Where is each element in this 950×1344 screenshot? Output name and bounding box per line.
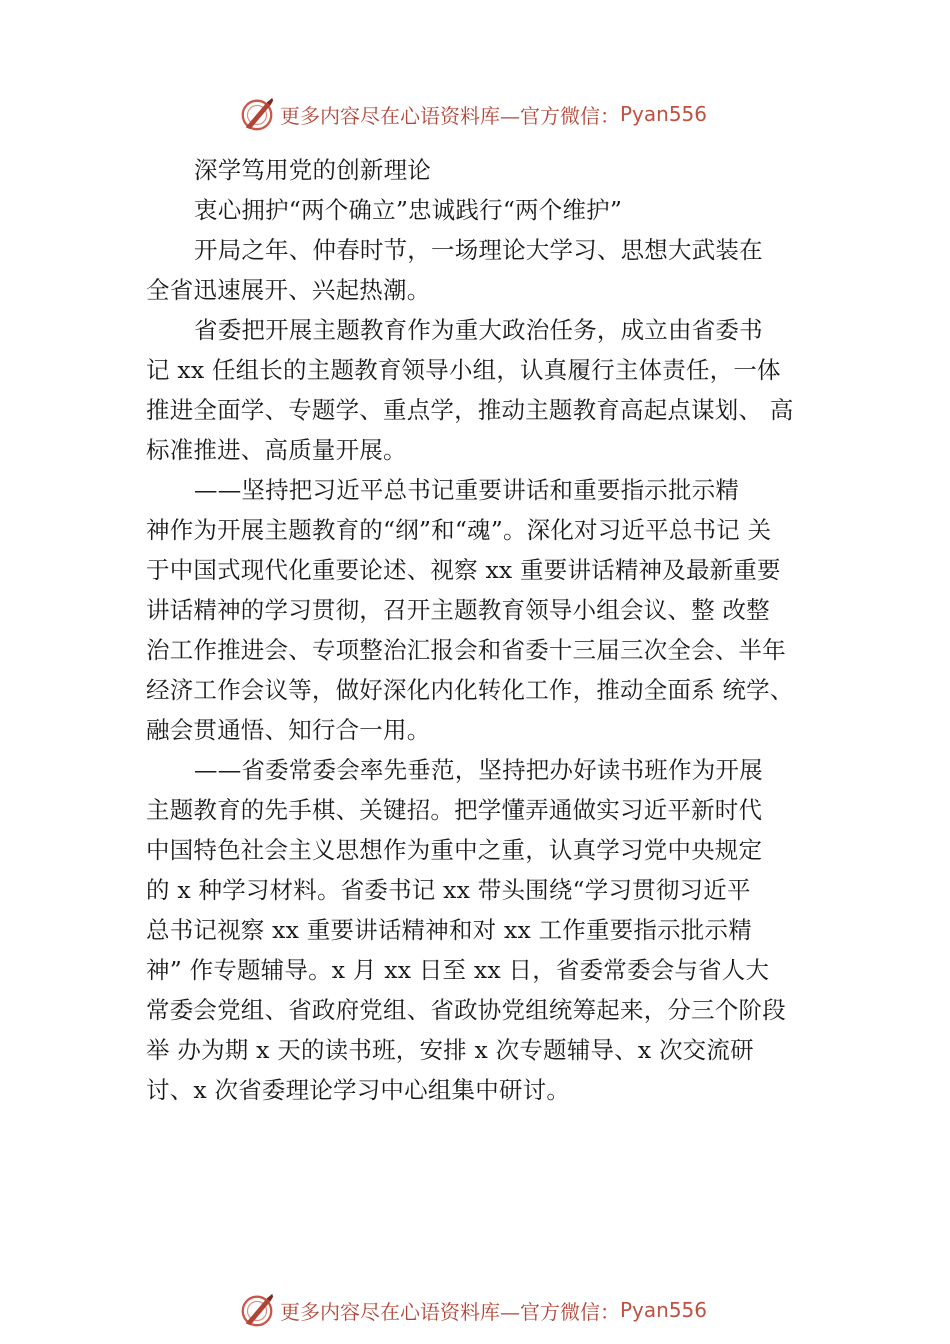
doc-line: ——坚持把习近平总书记重要讲话和重要指示批示精 (194, 476, 740, 504)
doc-line: 神” 作专题辅导。x 月 xx 日至 xx 日，省委常委会与省人大 (146, 956, 770, 984)
doc-line: 标准推进、高质量开展。 (146, 436, 407, 464)
doc-line: 神作为开展主题教育的“纲”和“魂”。深化对习近平总书记 关 (146, 516, 772, 544)
doc-line: 省委把开展主题教育作为重大政治任务，成立由省委书 (194, 316, 763, 344)
doc-line: 于中国式现代化重要论述、视察 xx 重要讲话精神及最新重要 (146, 556, 781, 584)
doc-subtitle: 衷心拥护“两个确立”忠诚践行“两个维护” (194, 196, 623, 224)
watermark-header (238, 94, 707, 134)
watermark-footer (238, 1290, 707, 1330)
document-body (146, 150, 836, 1110)
doc-line: 举 办为期 x 天的读书班，安排 x 次专题辅导、x 次交流研 (146, 1036, 754, 1064)
pen-logo-icon (238, 1291, 276, 1329)
doc-line: ——省委常委会率先垂范，坚持把办好读书班作为开展 (194, 756, 763, 784)
watermark-text: 更多内容尽在心语资料库—官方微信： (280, 1299, 620, 1324)
doc-line: 治工作推进会、专项整治汇报会和省委十三届三次全会、半年 (146, 636, 786, 664)
doc-line: 记 xx 任组长的主题教育领导小组，认真履行主体责任，一体 (146, 356, 781, 384)
doc-title: 深学笃用党的创新理论 (194, 156, 431, 184)
doc-line: 主题教育的先手棋、关键招。把学懂弄通做实习近平新时代 (146, 796, 763, 824)
doc-line: 开局之年、仲春时节，一场理论大学习、思想大武装在 (194, 236, 763, 264)
pen-logo-icon (238, 95, 276, 133)
watermark-text: 更多内容尽在心语资料库—官方微信： (280, 103, 620, 128)
doc-line: 推进全面学、专题学、重点学，推动主题教育高起点谋划、 高 (146, 396, 794, 424)
doc-line: 全省迅速展开、兴起热潮。 (146, 276, 431, 304)
watermark-wechat-id: Pyan556 (620, 102, 708, 126)
doc-line: 融会贯通悟、知行合一用。 (146, 716, 431, 744)
doc-line: 讨、x 次省委理论学习中心组集中研讨。 (146, 1076, 571, 1104)
doc-line: 的 x 种学习材料。省委书记 xx 带头围绕“学习贯彻习近平 (146, 876, 751, 904)
doc-line: 经济工作会议等，做好深化内化转化工作，推动全面系 统学、 (146, 676, 794, 704)
doc-line: 常委会党组、省政府党组、省政协党组统筹起来，分三个阶段 (146, 996, 786, 1024)
doc-line: 讲话精神的学习贯彻，召开主题教育领导小组会议、整 改整 (146, 596, 770, 624)
watermark-wechat-id: Pyan556 (620, 1298, 708, 1322)
doc-line: 总书记视察 xx 重要讲话精神和对 xx 工作重要指示批示精 (146, 916, 752, 944)
doc-line: 中国特色社会主义思想作为重中之重，认真学习党中央规定 (146, 836, 763, 864)
